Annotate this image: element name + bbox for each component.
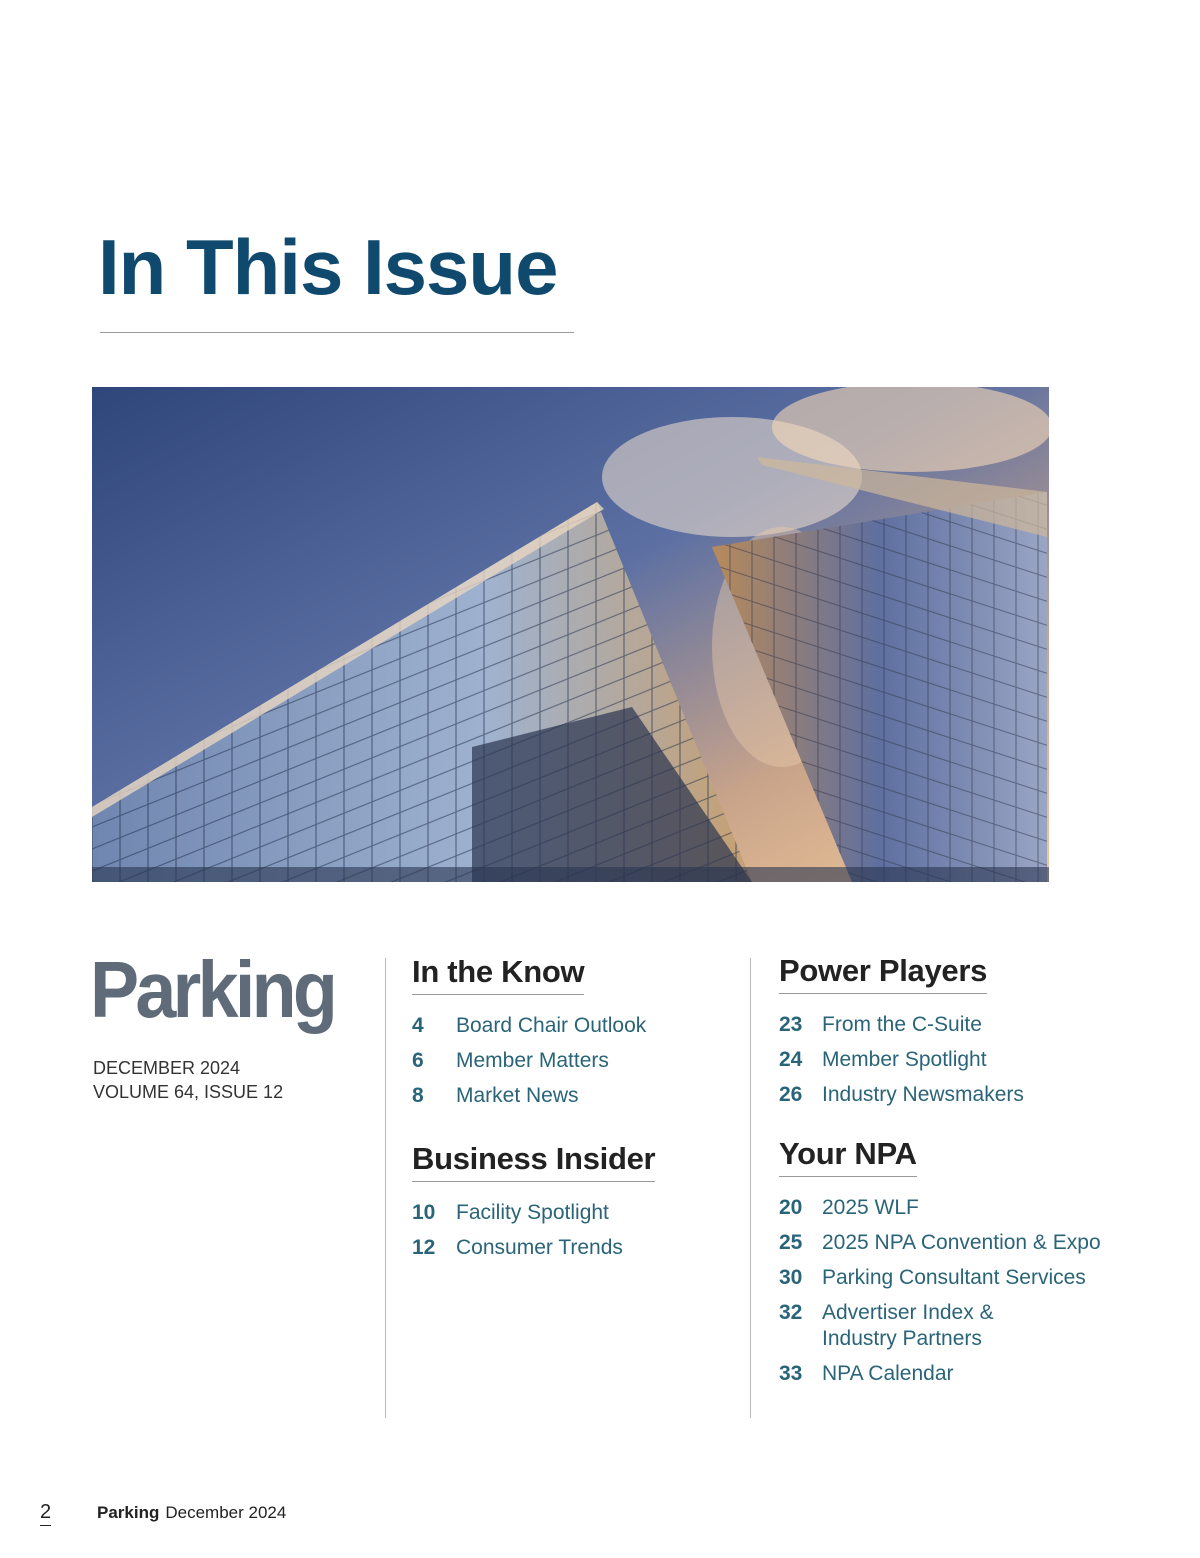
title-divider [100, 332, 574, 333]
toc-label: Board Chair Outlook [456, 1013, 647, 1037]
toc-page-number: 10 [412, 1200, 436, 1224]
toc-item[interactable] [779, 1082, 1024, 1108]
section-title: Business Insider [412, 1141, 655, 1182]
toc-label: 2025 NPA Convention & Expo [822, 1230, 1101, 1254]
toc-label: Advertiser Index & Industry Partners [822, 1300, 994, 1350]
toc-page-number: 8 [412, 1083, 424, 1107]
magazine-logo: Parking [90, 945, 335, 1034]
page-title: In This Issue [98, 223, 558, 311]
footer [97, 1503, 286, 1523]
section-business-insider [412, 1141, 655, 1270]
section-power-players [779, 953, 1024, 1117]
footer-date: December 2024 [165, 1503, 287, 1522]
toc-label: Market News [456, 1083, 579, 1107]
issue-info [93, 1056, 283, 1104]
section-title: In the Know [412, 954, 584, 995]
toc-label: Industry Newsmakers [822, 1082, 1024, 1106]
toc-label: From the C-Suite [822, 1012, 982, 1036]
toc-item[interactable] [779, 1265, 1101, 1291]
toc-item[interactable] [779, 1300, 1101, 1352]
toc-item[interactable] [412, 1235, 655, 1261]
toc-page-number: 33 [779, 1361, 803, 1385]
toc-item[interactable] [779, 1012, 1024, 1038]
section-title: Power Players [779, 953, 987, 994]
footer-page-number: 2 [40, 1501, 51, 1526]
section-in-the-know [412, 954, 646, 1118]
issue-volume: VOLUME 64, ISSUE 12 [93, 1082, 284, 1102]
issue-date: DECEMBER 2024 [93, 1058, 241, 1078]
toc-page-number: 25 [779, 1230, 803, 1254]
toc-item[interactable] [779, 1230, 1101, 1256]
toc-page-number: 23 [779, 1012, 803, 1036]
toc-page-number: 26 [779, 1082, 803, 1106]
toc-page-number: 24 [779, 1047, 803, 1071]
hero-image [92, 387, 1049, 882]
toc-label: NPA Calendar [822, 1361, 954, 1385]
toc-item[interactable] [779, 1195, 1101, 1221]
toc-item[interactable] [412, 1013, 646, 1039]
toc-page-number: 20 [779, 1195, 803, 1219]
toc-page-number: 32 [779, 1300, 803, 1324]
toc-item[interactable] [412, 1048, 646, 1074]
toc-page-number: 4 [412, 1013, 424, 1037]
toc-label: Consumer Trends [456, 1235, 623, 1259]
toc-label: Member Spotlight [822, 1047, 987, 1071]
toc-item[interactable] [779, 1361, 1101, 1387]
footer-brand: Parking [97, 1503, 160, 1522]
toc-item[interactable] [779, 1047, 1024, 1073]
section-title: Your NPA [779, 1136, 917, 1177]
toc-page-number: 30 [779, 1265, 803, 1289]
toc-page-number: 6 [412, 1048, 424, 1072]
toc-item[interactable] [412, 1083, 646, 1109]
toc-label: Parking Consultant Services [822, 1265, 1086, 1289]
column-divider [750, 958, 751, 1418]
section-your-npa [779, 1136, 1101, 1396]
toc-label: Facility Spotlight [456, 1200, 609, 1224]
toc-label: Member Matters [456, 1048, 609, 1072]
toc-item[interactable] [412, 1200, 655, 1226]
toc-page-number: 12 [412, 1235, 436, 1259]
toc-label: 2025 WLF [822, 1195, 919, 1219]
column-divider [385, 958, 386, 1418]
